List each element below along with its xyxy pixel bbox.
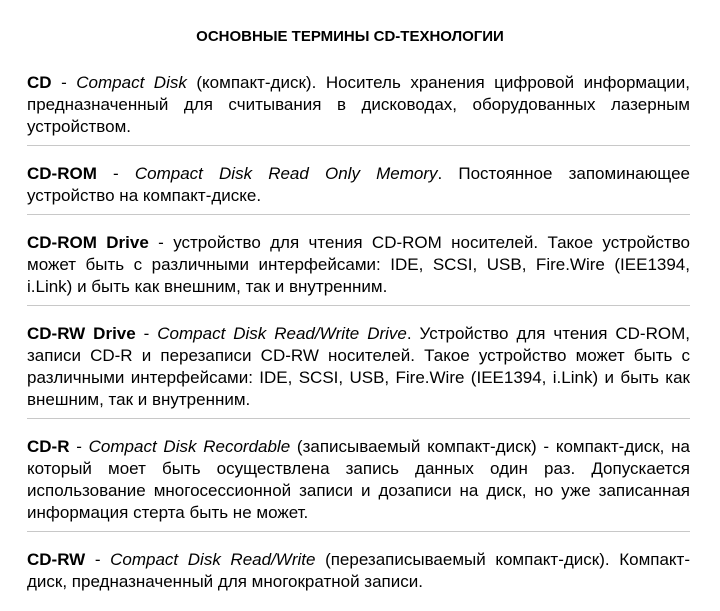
term-description: . Устройство для чтения CD-ROM, записи CD-R и перезаписи CD-RW носителей. Такое устройство может быть с различными интерфейсами: IDE, SCSI, USB, Fire.Wire (IEE1394, i.Link) и быть как внешним, так и внутренним.	[27, 324, 690, 409]
term-description: (перезаписываемый компакт-диск). Компакт-диск, предназначенный для многократной записи.	[27, 550, 690, 591]
term-cd-rw	[27, 549, 690, 600]
term-cd-r	[27, 436, 690, 532]
term-separator: -	[135, 324, 158, 343]
term-separator: -	[51, 73, 77, 92]
term-description: (компакт-диск). Носитель хранения цифровой информации, предназначенный для считывания в дисководах, оборудованных лазерным устройством.	[27, 73, 690, 136]
term-separator: -	[148, 233, 174, 252]
term-full-name: Compact Disk Read/Write	[110, 550, 316, 569]
term-cd-rom	[27, 163, 690, 215]
term-full-name: Compact Disk Read Only Memory	[134, 164, 438, 183]
page-title: ОСНОВНЫЕ ТЕРМИНЫ CD-ТЕХНОЛОГИИ	[196, 28, 504, 45]
term-name: CD-ROM Drive	[27, 233, 149, 252]
term-cd-rw-drive	[27, 323, 690, 419]
term-name: CD-RW Drive	[27, 324, 136, 343]
term-name: CD-RW	[27, 550, 86, 569]
term-description: (записываемый компакт-диск) - компакт-диск, на который моет быть осуществлена запись данных один раз. Допускается использование многосессионной записи и дозаписи на диск, но уже записанная информация стерта быть не может.	[27, 437, 690, 522]
term-cd-rom-drive	[27, 232, 690, 306]
terms-list	[27, 72, 690, 611]
term-separator: -	[69, 437, 89, 456]
term-separator: -	[85, 550, 111, 569]
term-description: устройство для чтения CD-ROM носителей. Такое устройство может быть с различными интерфейсами: IDE, SCSI, USB, Fire.Wire (IEE1394, i.Link) и быть как внешним, так и внутренним.	[27, 233, 691, 296]
term-separator: -	[96, 164, 135, 183]
term-full-name: Compact Disk	[76, 73, 187, 92]
term-name: CD-R	[27, 437, 70, 456]
term-full-name: Compact Disk Read/Write Drive	[157, 324, 407, 343]
term-name: CD-ROM	[27, 164, 97, 183]
term-description: . Постоянное запоминающее устройство на компакт-диске.	[27, 164, 690, 205]
term-full-name: Compact Disk Recordable	[88, 437, 291, 456]
term-name: CD	[27, 73, 52, 92]
term-cd	[27, 72, 690, 146]
